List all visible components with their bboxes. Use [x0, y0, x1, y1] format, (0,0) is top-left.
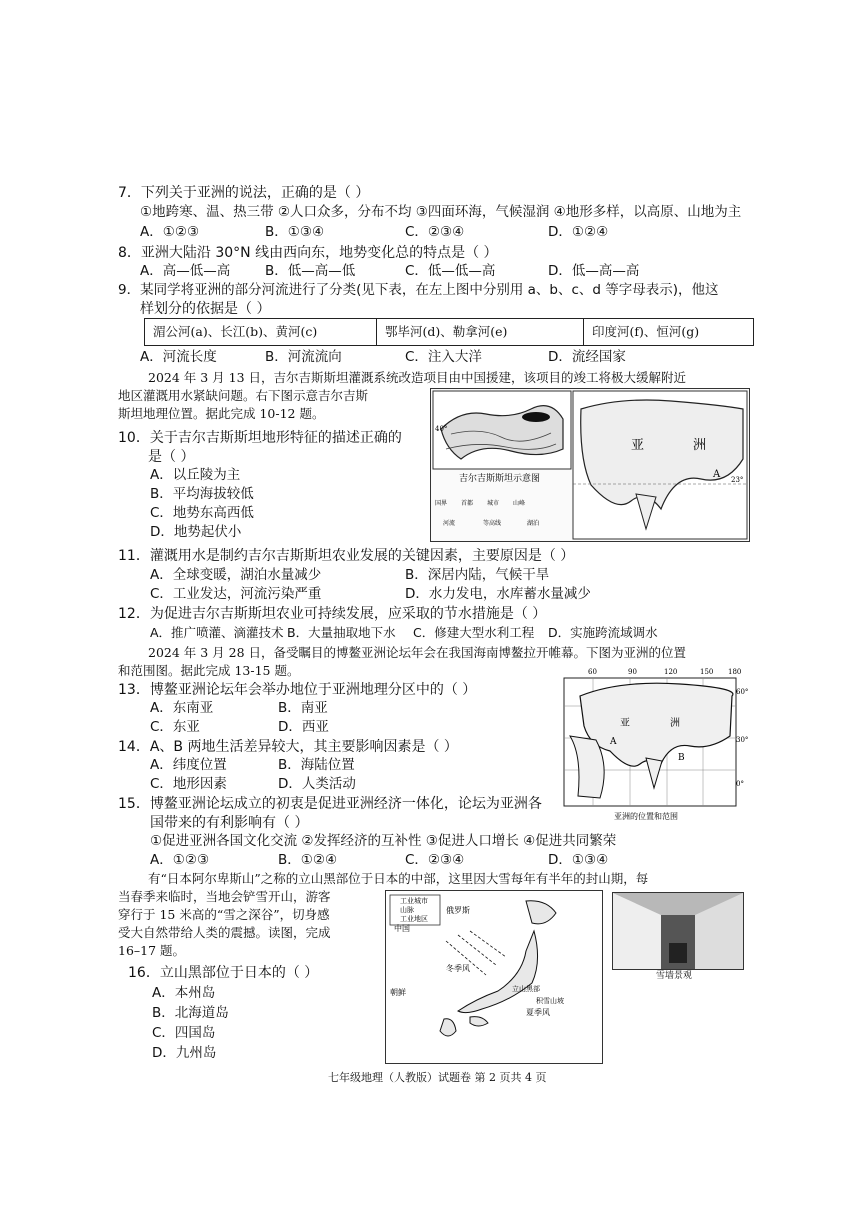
q12-option-b[interactable]: B．大量抽取地下水 — [287, 625, 396, 640]
snow-wall-photo — [612, 892, 744, 970]
asia-label-2: 洲 — [693, 438, 707, 453]
q7-option-d[interactable]: D．①②④ — [548, 224, 609, 240]
q15-option-b[interactable]: B．①②④ — [278, 852, 338, 868]
japan-label-china: 中国 — [394, 924, 410, 933]
q15-option-d[interactable]: D．①③④ — [548, 852, 609, 868]
q10-option-c[interactable]: C．地势东高西低 — [150, 505, 254, 521]
q10-option-d[interactable]: D．地势起伏小 — [150, 524, 242, 540]
q12-option-d[interactable]: D．实施跨流域调水 — [548, 625, 658, 640]
asia-position-map — [560, 666, 749, 824]
page-footer: 七年级地理（人教版）试题卷 第 2 页共 4 页 — [328, 1071, 547, 1084]
q15-option-a[interactable]: A．①②③ — [150, 852, 210, 868]
svg-text:山峰: 山峰 — [513, 500, 526, 507]
q11-option-a[interactable]: A．全球变暖，湖泊水量减少 — [150, 567, 322, 583]
shikoku-island — [470, 1017, 488, 1026]
q8-option-d[interactable]: D．低—高—高 — [548, 263, 640, 279]
issyk-kul-lake — [522, 412, 550, 422]
asia-position-caption: 亚洲的位置和范围 — [614, 812, 678, 821]
q13-option-b[interactable]: B．南亚 — [278, 700, 328, 716]
intro-16-17-line4: 受大自然带给人类的震撼。读图，完成 — [118, 925, 331, 940]
asia-label-1: 亚 — [631, 438, 645, 453]
q8-stem: 8．亚洲大陆沿 30°N 线由西向东，地势变化总的特点是（ ） — [118, 245, 498, 261]
intro-13-15-line1: 2024 年 3 月 28 日，备受瞩目的博鳌亚洲论坛年会在我国海南博鳌拉开帷幕。下图为亚洲的位置 — [148, 645, 687, 660]
q10-stem-line2: 是（ ） — [148, 449, 195, 465]
q10-stem-line1: 10．关于吉尔吉斯斯坦地形特征的描述正确的 — [118, 430, 402, 446]
q13-stem: 13．博鳌亚洲论坛年会举办地位于亚洲地理分区中的（ ） — [118, 682, 477, 698]
river-group-3: 印度河(f)、恒河(g) — [584, 319, 754, 346]
kyrgyzstan-map-figure — [430, 388, 750, 542]
svg-text:工业城市: 工业城市 — [400, 897, 428, 905]
svg-text:30°: 30° — [736, 736, 749, 744]
q14-option-a[interactable]: A．纬度位置 — [150, 757, 227, 773]
hokkaido-island — [526, 901, 556, 924]
japan-label-korea: 朝鲜 — [390, 988, 406, 997]
japan-label-snow: 积雪山坡 — [536, 997, 564, 1005]
asia-position-svg — [560, 666, 749, 824]
q11-option-c[interactable]: C．工业发达，河流污染严重 — [150, 586, 322, 602]
svg-text:湖泊: 湖泊 — [527, 520, 540, 527]
snow-wall-svg — [613, 893, 743, 969]
svg-text:首都: 首都 — [461, 500, 474, 507]
kyrgyzstan-map-svg — [431, 389, 749, 541]
asia-point-a: A — [713, 469, 721, 480]
intro-13-15-line2: 和范围图。据此完成 13-15 题。 — [118, 663, 300, 678]
kyrgyz-legend — [435, 499, 539, 527]
q14-stem: 14．A、B 两地生活差异较大，其主要影响因素是（ ） — [118, 739, 458, 755]
river-group-1: 湄公河(a)、长江(b)、黄河(c) — [145, 319, 377, 346]
svg-text:60°: 60° — [736, 688, 749, 696]
q14-option-c[interactable]: C．地形因素 — [150, 776, 227, 792]
q14-option-b[interactable]: B．海陆位置 — [278, 757, 355, 773]
intro-10-12-line1: 2024 年 3 月 13 日，吉尔吉斯斯坦灌溉系统改造项目由中国援建，该项目的竣工将极大缓解附近 — [148, 370, 687, 385]
q15-stem-line2: 国带来的有利影响有（ ） — [150, 815, 309, 831]
q9-option-c[interactable]: C．注入大洋 — [405, 349, 482, 365]
intro-16-17-line1: 有“日本阿尔卑斯山”之称的立山黑部位于日本的中部，这里因大雪每年有半年的封山期，每 — [148, 871, 649, 886]
q15-statements: ①促进亚洲各国文化交流 ②发挥经济的互补性 ③促进人口增长 ④促进共同繁荣 — [150, 833, 617, 849]
q7-option-a[interactable]: A．①②③ — [140, 224, 200, 240]
q9-option-d[interactable]: D．流经国家 — [548, 349, 626, 365]
intro-10-12-line2: 地区灌溉用水紧缺问题。右下图示意吉尔吉斯 — [118, 388, 369, 403]
q10-option-b[interactable]: B．平均海拔较低 — [150, 486, 254, 502]
svg-text:工业地区: 工业地区 — [400, 915, 428, 923]
q7-statements: ①地跨寒、温、热三带 ②人口众多，分布不均 ③四面环海，气候湿润 ④地形多样，以高原、山地为主 — [140, 204, 742, 220]
q9-option-b[interactable]: B．河流流向 — [265, 349, 342, 365]
q16-option-c[interactable]: C．四国岛 — [152, 1025, 216, 1041]
q16-stem: 16．立山黑部位于日本的（ ） — [128, 965, 319, 981]
q12-option-c[interactable]: C．修建大型水利工程 — [413, 625, 535, 640]
asia-pos-label-2: 洲 — [670, 718, 680, 729]
intro-16-17-line3: 穿行于 15 米高的“雪之深谷”，切身感 — [118, 907, 330, 922]
kyrgyz-lat-label: 40° — [435, 425, 448, 433]
intro-16-17-line5: 16–17 题。 — [118, 943, 186, 958]
asia-top-ticks — [588, 668, 741, 676]
q11-stem: 11．灌溉用水是制约吉尔吉斯斯坦农业发展的关键因素，主要原因是（ ） — [118, 548, 575, 564]
q16-option-b[interactable]: B．北海道岛 — [152, 1005, 229, 1021]
q12-stem: 12．为促进吉尔吉斯斯坦农业可持续发展，应采取的节水措施是（ ） — [118, 606, 547, 622]
q13-option-d[interactable]: D．西亚 — [278, 719, 329, 735]
intro-10-12-line3: 斯坦地理位置。据此完成 10-12 题。 — [118, 406, 325, 421]
kyrgyz-caption: 吉尔吉斯斯坦示意图 — [459, 474, 541, 484]
snow-wall-caption: 雪墙景观 — [656, 971, 693, 981]
asia-pos-point-a: A — [610, 737, 617, 747]
q9-stem-line2: 样划分的依据是（ ） — [140, 301, 271, 317]
q9-stem-line1: 9．某同学将亚洲的部分河流进行了分类(见下表，在左上图中分别用 a、b、c、d 等字母表示)，他这 — [118, 282, 719, 298]
intro-16-17-line2: 当春季来临时，当地会铲雪开山，游客 — [118, 889, 331, 904]
japan-label-tateyama: 立山黑部 — [512, 985, 540, 993]
japan-label-summer: 夏季风 — [526, 1008, 550, 1017]
japan-label-russia: 俄罗斯 — [446, 906, 470, 915]
asia-right-ticks — [736, 688, 748, 788]
svg-text:山脉: 山脉 — [400, 906, 414, 914]
q15-option-c[interactable]: C．②③④ — [405, 852, 465, 868]
kyushu-island — [440, 1019, 456, 1036]
japan-map-svg — [386, 891, 602, 1063]
asia-pos-point-b: B — [678, 753, 685, 763]
svg-text:180: 180 — [728, 668, 742, 676]
svg-text:120: 120 — [664, 668, 678, 676]
q12-option-a[interactable]: A．推广喷灌、滴灌技术 — [150, 625, 284, 640]
svg-text:国界: 国界 — [435, 500, 448, 507]
svg-text:150: 150 — [700, 668, 714, 676]
q10-option-a[interactable]: A．以丘陵为主 — [150, 467, 241, 483]
japan-label-winter: 冬季风 — [446, 964, 470, 973]
q8-option-a[interactable]: A．高—低—高 — [140, 263, 231, 279]
q7-stem: 7．下列关于亚洲的说法，正确的是（ ） — [118, 185, 370, 201]
q15-stem-line1: 15．博鳌亚洲论坛成立的初衷是促进亚洲经济一体化，论坛为亚洲各 — [118, 796, 542, 812]
q11-option-b[interactable]: B．深居内陆，气候干旱 — [405, 567, 550, 583]
q13-option-c[interactable]: C．东亚 — [150, 719, 200, 735]
q16-option-a[interactable]: A．本州岛 — [152, 985, 216, 1001]
q13-option-a[interactable]: A．东南亚 — [150, 700, 214, 716]
q14-option-d[interactable]: D．人类活动 — [278, 776, 356, 792]
q16-option-d[interactable]: D．九州岛 — [152, 1045, 217, 1061]
asia-lat-label: 23° — [731, 476, 744, 484]
q7-option-b[interactable]: B．①③④ — [265, 224, 325, 240]
svg-text:90: 90 — [628, 668, 637, 676]
svg-text:60: 60 — [588, 668, 597, 676]
svg-text:河流: 河流 — [443, 520, 456, 527]
q8-option-b[interactable]: B．低—高—低 — [265, 263, 356, 279]
river-group-2: 鄂毕河(d)、勒拿河(e) — [377, 319, 584, 346]
japan-map — [385, 890, 603, 1064]
q7-option-c[interactable]: C．②③④ — [405, 224, 465, 240]
q11-option-d[interactable]: D．水力发电，水库蓄水量减少 — [405, 586, 591, 602]
river-classification-table — [144, 318, 754, 346]
q8-option-c[interactable]: C．低—低—高 — [405, 263, 496, 279]
asia-pos-label-1: 亚 — [620, 718, 630, 729]
svg-text:等高线: 等高线 — [483, 520, 502, 527]
svg-text:城市: 城市 — [487, 500, 500, 507]
svg-text:0°: 0° — [736, 780, 744, 788]
q9-option-a[interactable]: A．河流长度 — [140, 349, 217, 365]
